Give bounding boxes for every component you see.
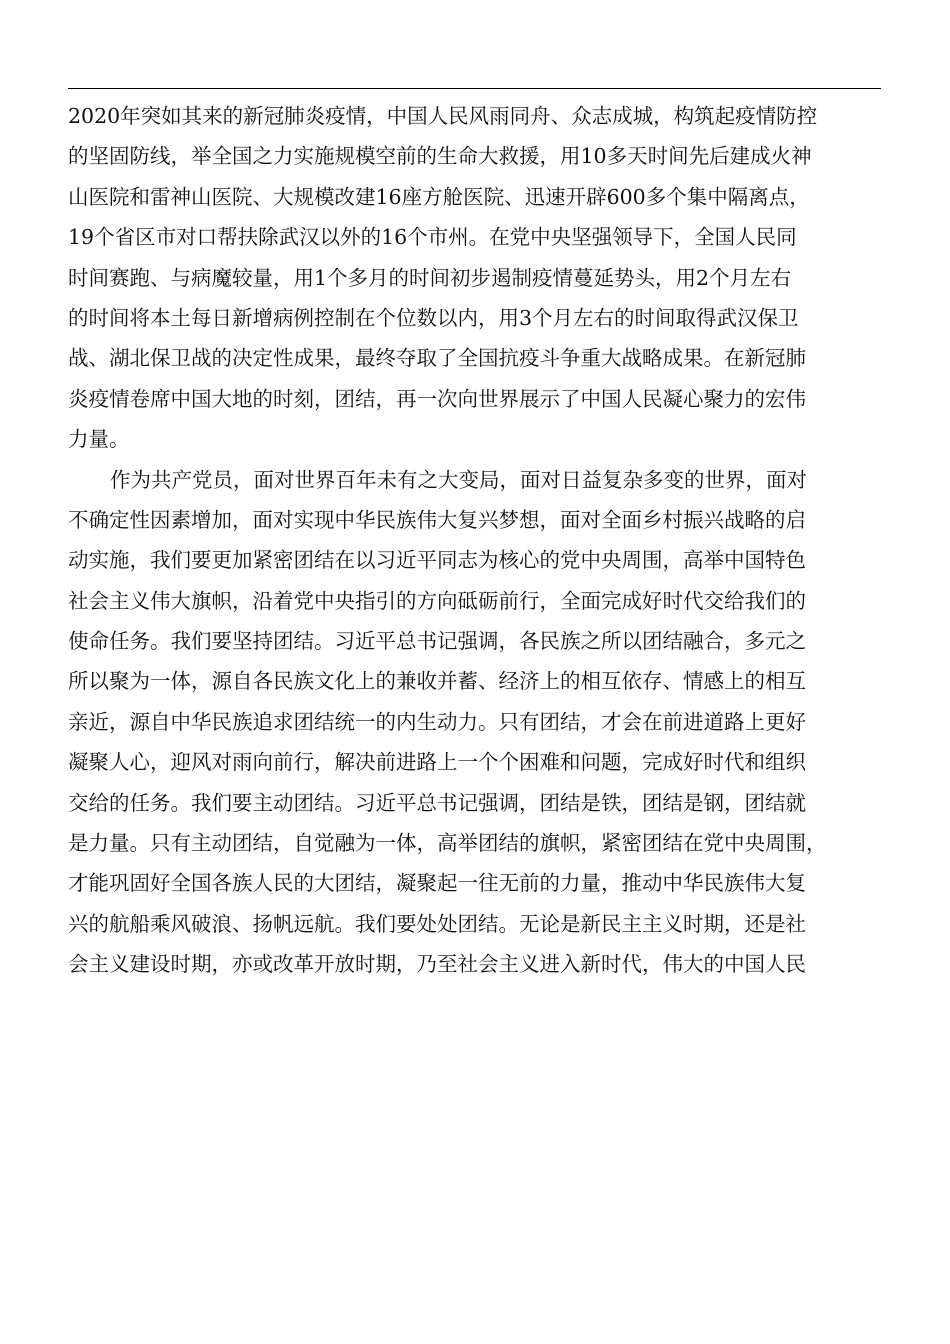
text-line: 不确定性因素增加，面对实现中华民族伟大复兴梦想，面对全面乡村振兴战略的启 xyxy=(68,507,806,532)
body-text xyxy=(68,96,884,985)
text-line: 社会主义伟大旗帜，沿着党中央指引的方向砥砺前行，全面完成好时代交给我们的 xyxy=(68,588,806,613)
text-line: 的时间将本土每日新增病例控制在个位数以内，用3个月左右的时间取得武汉保卫 xyxy=(68,305,799,330)
text-line: 力量。 xyxy=(68,427,130,452)
text-line: 所以聚为一体，源自各民族文化上的兼收并蓄、经济上的相互依存、情感上的相互 xyxy=(68,669,806,694)
text-line: 交给的任务。我们要主动团结。习近平总书记强调，团结是铁，团结是钢，团结就 xyxy=(68,790,806,815)
text-line: 作为共产党员，面对世界百年未有之大变局，面对日益复杂多变的世界，面对 xyxy=(110,467,807,492)
text-line: 会主义建设时期，亦或改革开放时期，乃至社会主义进入新时代，伟大的中国人民 xyxy=(68,952,806,977)
text-line: 炎疫情卷席中国大地的时刻，团结，再一次向世界展示了中国人民凝心聚力的宏伟 xyxy=(68,386,806,411)
text-line: 亲近，源自中华民族追求团结统一的内生动力。只有团结，才会在前进道路上更好 xyxy=(68,709,806,734)
text-line: 19个省区市对口帮扶除武汉以外的16个市州。在党中央坚强领导下，全国人民同 xyxy=(68,225,797,250)
text-line: 才能巩固好全国各族人民的大团结，凝聚起一往无前的力量，推动中华民族伟大复 xyxy=(68,871,806,896)
paragraph xyxy=(68,460,884,985)
text-line: 时间赛跑、与病魔较量，用1个多月的时间初步遏制疫情蔓延势头，用2个月左右 xyxy=(68,265,792,290)
text-line: 兴的航船乘风破浪、扬帆远航。我们要处处团结。无论是新民主主义时期，还是社 xyxy=(68,911,806,936)
text-line: 凝聚人心，迎风对雨向前行，解决前进路上一个个困难和问题，完成好时代和组织 xyxy=(68,750,806,775)
text-line: 动实施，我们要更加紧密团结在以习近平同志为核心的党中央周围，高举中国特色 xyxy=(68,548,806,573)
text-line: 是力量。只有主动团结，自觉融为一体，高举团结的旗帜，紧密团结在党中央周围， xyxy=(68,831,827,856)
text-line: 2020年突如其来的新冠肺炎疫情，中国人民风雨同舟、众志成城，构筑起疫情防控 xyxy=(68,104,818,128)
text-line: 山医院和雷神山医院、大规模改建16座方舱医院、迅速开辟600多个集中隔离点， xyxy=(68,184,810,209)
text-line: 使命任务。我们要坚持团结。习近平总书记强调，各民族之所以团结融合，多元之 xyxy=(68,629,806,654)
text-line: 的坚固防线，举全国之力实施规模空前的生命大救援，用10多天时间先后建成火神 xyxy=(68,144,812,169)
text-line: 战、湖北保卫战的决定性成果，最终夺取了全国抗疫斗争重大战略成果。在新冠肺 xyxy=(68,346,806,371)
header-rule xyxy=(68,88,881,89)
paragraph xyxy=(68,96,884,460)
